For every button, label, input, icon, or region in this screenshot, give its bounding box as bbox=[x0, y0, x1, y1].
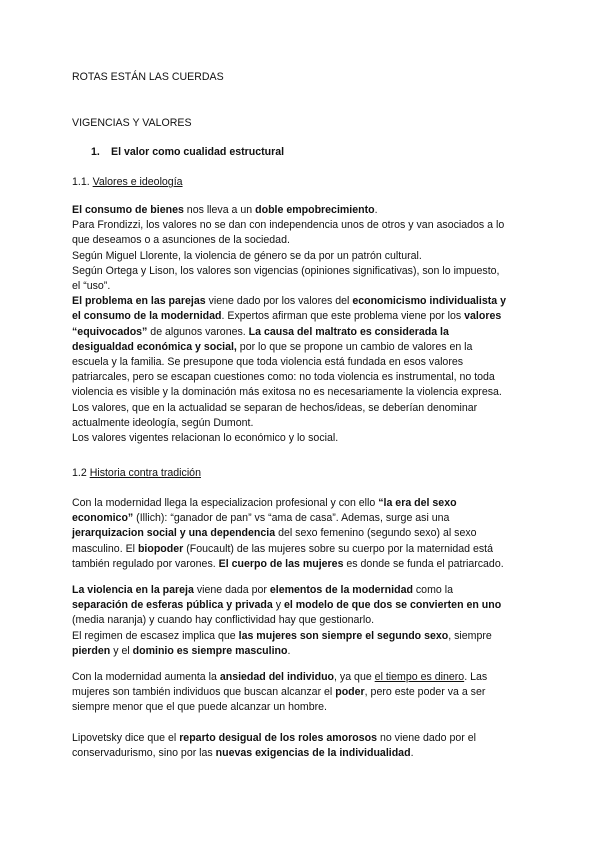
text-run: El regimen de escasez implica que bbox=[72, 629, 239, 642]
text-run: que deseamos o a asunciones de la sociedad. bbox=[72, 234, 290, 247]
p1-line bbox=[72, 203, 532, 218]
text-run: masculino. El bbox=[72, 542, 138, 555]
text-run: y el bbox=[110, 644, 133, 657]
text-run: , pero este poder va a ser bbox=[364, 686, 486, 699]
p1-line bbox=[72, 264, 532, 279]
bold-text: desigualdad económica y social, bbox=[72, 340, 237, 353]
subheading-1-1 bbox=[72, 175, 532, 190]
text-run: viene dado por los valores del bbox=[205, 295, 353, 308]
text-run: Con la modernidad llega la especializacion profesional y con ello bbox=[72, 497, 379, 509]
text-run: . Expertos afirman que este problema viene por los bbox=[221, 310, 465, 323]
p3-line bbox=[72, 598, 532, 613]
text-run: . bbox=[287, 644, 291, 657]
p4-line bbox=[72, 670, 532, 685]
text-run: , ya que bbox=[334, 671, 375, 683]
text-run: y bbox=[272, 599, 284, 612]
heading-1-number: 1. bbox=[91, 146, 100, 158]
text-run: escuela y la familia. Se presupone que toda violencia está fundada en esos valores bbox=[72, 356, 464, 369]
paragraph-4 bbox=[72, 670, 532, 716]
p1-line bbox=[72, 279, 532, 294]
bold-text: El consumo de bienes bbox=[72, 204, 184, 216]
p1-line bbox=[72, 249, 532, 264]
bold-text: dominio es siempre masculino bbox=[132, 644, 288, 657]
subheading-1-2-text: Historia contra tradición bbox=[89, 467, 201, 479]
bold-text: el modelo de que dos se convierten en uno bbox=[283, 599, 502, 612]
p2-line bbox=[72, 557, 532, 572]
heading-1-text: El valor como cualidad estructural bbox=[111, 146, 285, 158]
p1-line bbox=[72, 294, 532, 309]
text-run: . Las bbox=[464, 671, 488, 683]
text-run: del sexo femenino (segundo sexo) al sexo bbox=[275, 527, 477, 540]
text-run: patriarcales, pero se escapan cuestiones como: no toda violencia es instrumental, no toda bbox=[72, 371, 495, 384]
bold-text: elementos de la modernidad bbox=[269, 584, 413, 596]
bold-text: las mujeres son siempre el segundo sexo bbox=[238, 629, 449, 642]
bold-text: “equivocados” bbox=[72, 325, 148, 338]
text-run: viene dada por bbox=[193, 584, 270, 596]
section-title bbox=[72, 116, 532, 131]
bold-text: “la era del sexo bbox=[378, 497, 457, 509]
text-run: , siempre bbox=[448, 629, 492, 642]
text-run: también regulado por varones. bbox=[72, 557, 219, 570]
bold-text: ansiedad del individuo bbox=[219, 671, 335, 683]
text-run: el “uso”. bbox=[72, 280, 111, 293]
subheading-1-2-number: 1.2 bbox=[72, 467, 87, 479]
bold-text: poder bbox=[335, 686, 365, 699]
text-run: Los valores, que en la actualidad se separan de hechos/ideas, se deberían denominar bbox=[72, 401, 478, 414]
text-run: (media naranja) y cuando hay conflictividad hay que gestionarlo. bbox=[72, 614, 375, 627]
bold-text: La causa del maltrato es considerada la bbox=[248, 325, 449, 338]
bold-text: nuevas exigencias de la individualidad bbox=[215, 747, 411, 760]
text-run: Según Ortega y Lison, los valores son vigencias (opiniones significativas), son lo impuesto, bbox=[72, 264, 500, 277]
bold-text: biopoder bbox=[137, 542, 184, 555]
underlined-text: el tiempo es dinero bbox=[374, 671, 465, 683]
text-run: conservadurismo, sino por las bbox=[72, 747, 216, 760]
p1-line bbox=[72, 416, 532, 431]
text-run: nos lleva a un bbox=[183, 204, 256, 216]
subheading-1-2 bbox=[72, 466, 532, 481]
doc-title bbox=[72, 70, 532, 85]
text-run: . bbox=[410, 747, 414, 760]
p4-line bbox=[72, 685, 532, 700]
text-run: como la bbox=[412, 584, 453, 596]
heading-1 bbox=[91, 145, 551, 160]
paragraph-3 bbox=[72, 583, 532, 659]
text-run: mujeres son también individuos que buscan alcanzar el bbox=[72, 686, 336, 699]
paragraph-2 bbox=[72, 496, 532, 572]
bold-text: El cuerpo de las mujeres bbox=[218, 557, 344, 570]
p2-line bbox=[72, 542, 532, 557]
bold-text: jerarquizacion social y una dependencia bbox=[72, 527, 276, 540]
bold-text: pierden bbox=[72, 644, 111, 657]
paragraph-5 bbox=[72, 731, 532, 761]
p1-line bbox=[72, 309, 532, 324]
subheading-1-1-number: 1.1. bbox=[72, 176, 90, 188]
bold-text: el consumo de la modernidad bbox=[72, 310, 222, 323]
bold-text: economico” bbox=[72, 512, 134, 525]
bold-text: El problema en las parejas bbox=[72, 295, 206, 308]
bold-text: valores bbox=[464, 310, 502, 323]
text-run: . bbox=[374, 204, 378, 216]
text-run: (Foucault) de las mujeres sobre su cuerpo por la maternidad está bbox=[183, 542, 494, 555]
p1-line bbox=[72, 431, 532, 446]
text-run: de algunos varones. bbox=[147, 325, 249, 338]
text-run: siempre menor que el que puede alcanzar un hombre. bbox=[72, 701, 327, 714]
p2-line bbox=[72, 496, 532, 511]
p4-line bbox=[72, 700, 532, 715]
text-run: Con la modernidad aumenta la bbox=[72, 671, 220, 683]
p3-line bbox=[72, 629, 532, 644]
p2-line bbox=[72, 511, 532, 526]
bold-text: separación de esferas pública y privada bbox=[72, 599, 273, 612]
text-run: violencia es visible y la dominación más exitosa no es necesariamente la violencia expresa. bbox=[72, 386, 502, 399]
p1-line bbox=[72, 218, 532, 233]
paragraph-1 bbox=[72, 203, 532, 446]
p5-line bbox=[72, 746, 532, 761]
p1-line bbox=[72, 385, 532, 400]
p1-line bbox=[72, 370, 532, 385]
p3-line bbox=[72, 613, 532, 628]
text-run: Según Miguel Llorente, la violencia de género se da por un patrón cultural. bbox=[72, 249, 422, 262]
text-run: no viene dado por el bbox=[377, 732, 476, 744]
p5-line bbox=[72, 731, 532, 746]
text-run: actualmente ideología, según Dumont. bbox=[72, 416, 254, 429]
p3-line bbox=[72, 644, 532, 659]
section-title-text: VIGENCIAS Y VALORES bbox=[72, 117, 192, 129]
p3-line bbox=[72, 583, 532, 598]
p1-line bbox=[72, 401, 532, 416]
subheading-1-1-text: Valores e ideología bbox=[92, 176, 183, 188]
text-run: Para Frondizzi, los valores no se dan con independencia unos de otros y van asociados a lo bbox=[72, 219, 505, 232]
bold-text: economicismo individualista y bbox=[352, 295, 506, 308]
text-run: Los valores vigentes relacionan lo económico y lo social. bbox=[72, 432, 339, 445]
p1-line bbox=[72, 233, 532, 248]
p2-line bbox=[72, 526, 532, 541]
p1-line bbox=[72, 340, 532, 355]
doc-title-text: ROTAS ESTÁN LAS CUERDAS bbox=[72, 71, 224, 83]
bold-text: doble empobrecimiento bbox=[255, 204, 375, 216]
p1-line bbox=[72, 355, 532, 370]
text-run: es donde se funda el patriarcado. bbox=[343, 557, 504, 570]
text-run: por lo que se propone un cambio de valores en la bbox=[236, 340, 473, 353]
p1-line bbox=[72, 325, 532, 340]
bold-text: La violencia en la pareja bbox=[72, 584, 194, 596]
text-run: Lipovetsky dice que el bbox=[72, 732, 180, 744]
text-run: (Illich): “ganador de pan” vs “ama de casa”. Ademas, surge asi una bbox=[133, 512, 450, 525]
bold-text: reparto desigual de los roles amorosos bbox=[179, 732, 377, 744]
